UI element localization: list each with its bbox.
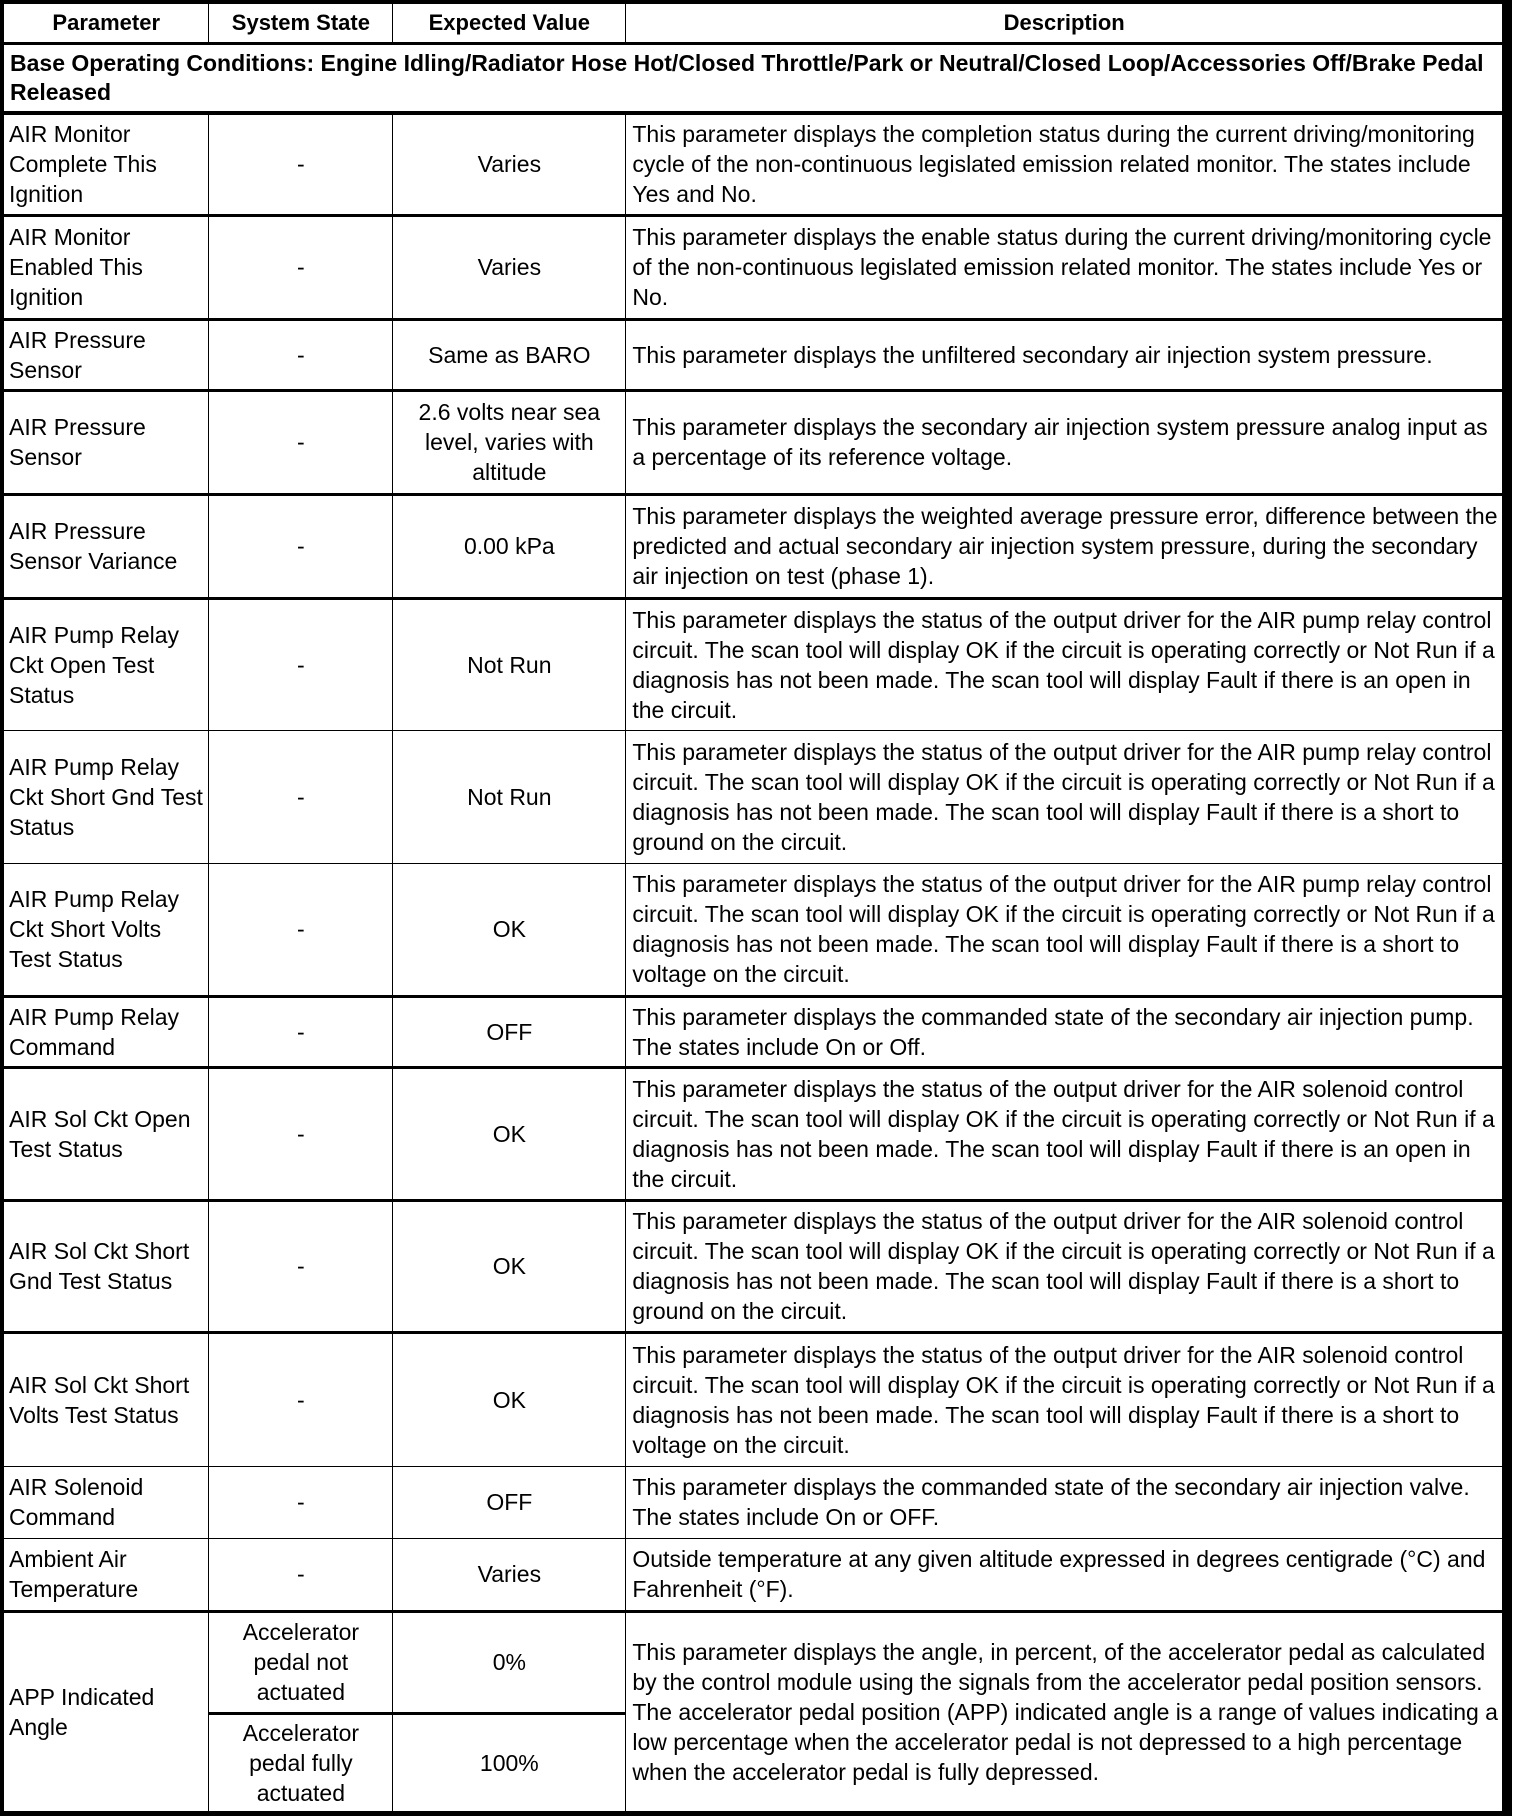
expected-value-cell: Varies — [393, 215, 626, 319]
system-state-cell: - — [209, 113, 393, 215]
system-state-cell: - — [209, 730, 393, 863]
parameter-cell: AIR Pump Relay Ckt Short Volts Test Status — [2, 863, 209, 996]
parameter-cell: AIR Pump Relay Command — [2, 996, 209, 1067]
description-cell: This parameter displays the commanded state of the secondary air injection valve. The states include On or OFF. — [626, 1466, 1507, 1538]
expected-value-cell: Varies — [393, 1538, 626, 1611]
description-cell: This parameter displays the completion status during the current driving/monitoring cycle of the non-continuous legislated emission related monitor. The states include Yes and No. — [626, 113, 1507, 215]
table-row — [2, 319, 1507, 390]
description-cell: This parameter displays the status of the output driver for the AIR solenoid control circuit. The scan tool will display OK if the circuit is operating correctly or Not Run if a diagnosis has not been made. The scan tool will display Fault if there is a short to ground on the circuit. — [626, 1200, 1507, 1332]
header-system-state: System State — [209, 2, 393, 44]
header-parameter: Parameter — [2, 2, 209, 44]
table-row — [2, 1538, 1507, 1611]
system-state-cell: - — [209, 863, 393, 996]
parameter-cell: AIR Pressure Sensor — [2, 319, 209, 390]
system-state-cell: - — [209, 390, 393, 494]
parameter-cell: AIR Monitor Enabled This Ignition — [2, 215, 209, 319]
description-cell: Outside temperature at any given altitude expressed in degrees centigrade (°C) and Fahrenheit (°F). — [626, 1538, 1507, 1611]
parameter-cell: Ambient Air Temperature — [2, 1538, 209, 1611]
header-description: Description — [626, 2, 1507, 44]
expected-value-cell: OK — [393, 863, 626, 996]
expected-value-cell: 0% — [393, 1611, 626, 1713]
system-state-cell: Accelerator pedal fully actuated — [209, 1713, 393, 1813]
expected-value-cell: OFF — [393, 1466, 626, 1538]
system-state-cell: - — [209, 1466, 393, 1538]
description-cell: This parameter displays the angle, in percent, of the accelerator pedal as calculated by the control module using the signals from the accelerator pedal position sensors. The accelerator pedal position (APP) indicated angle is a range of values indicating a low percentage when the accelerator pedal is not depressed to a high percentage when the accelerator pedal is fully depressed. — [626, 1611, 1507, 1813]
parameter-cell: AIR Pump Relay Ckt Open Test Status — [2, 598, 209, 730]
description-cell: This parameter displays the unfiltered secondary air injection system pressure. — [626, 319, 1507, 390]
table-row — [2, 996, 1507, 1067]
table-row — [2, 598, 1507, 730]
table-row — [2, 863, 1507, 996]
expected-value-cell: OK — [393, 1200, 626, 1332]
table-row — [2, 1067, 1507, 1200]
description-cell: This parameter displays the commanded state of the secondary air injection pump. The states include On or Off. — [626, 996, 1507, 1067]
parameter-cell: AIR Sol Ckt Open Test Status — [2, 1067, 209, 1200]
table-row-app-not-actuated — [2, 1611, 1507, 1713]
table-row — [2, 1466, 1507, 1538]
system-state-cell: - — [209, 1538, 393, 1611]
parameter-cell: AIR Pressure Sensor — [2, 390, 209, 494]
expected-value-cell: OFF — [393, 996, 626, 1067]
table-row — [2, 1200, 1507, 1332]
expected-value-cell: 2.6 volts near sea level, varies with altitude — [393, 390, 626, 494]
parameter-cell: AIR Sol Ckt Short Gnd Test Status — [2, 1200, 209, 1332]
expected-value-cell: OK — [393, 1332, 626, 1466]
table-row — [2, 1332, 1507, 1466]
table-row — [2, 215, 1507, 319]
system-state-cell: - — [209, 1200, 393, 1332]
system-state-cell: - — [209, 494, 393, 598]
table-row — [2, 494, 1507, 598]
expected-value-cell: 100% — [393, 1713, 626, 1813]
system-state-cell: - — [209, 215, 393, 319]
parameter-cell: AIR Solenoid Command — [2, 1466, 209, 1538]
expected-value-cell: Varies — [393, 113, 626, 215]
system-state-cell: - — [209, 319, 393, 390]
header-expected-value: Expected Value — [393, 2, 626, 44]
system-state-cell: - — [209, 598, 393, 730]
system-state-cell: Accelerator pedal not actuated — [209, 1611, 393, 1713]
parameter-cell: AIR Pump Relay Ckt Short Gnd Test Status — [2, 730, 209, 863]
description-cell: This parameter displays the enable status during the current driving/monitoring cycle of the non-continuous legislated emission related monitor. The states include Yes or No. — [626, 215, 1507, 319]
description-cell: This parameter displays the status of the output driver for the AIR solenoid control circuit. The scan tool will display OK if the circuit is operating correctly or Not Run if a diagnosis has not been made. The scan tool will display Fault if there is an open in the circuit. — [626, 1067, 1507, 1200]
parameter-cell: AIR Monitor Complete This Ignition — [2, 113, 209, 215]
expected-value-cell: Not Run — [393, 598, 626, 730]
parameter-cell: APP Indicated Angle — [2, 1611, 209, 1813]
system-state-cell: - — [209, 1332, 393, 1466]
parameter-cell: AIR Sol Ckt Short Volts Test Status — [2, 1332, 209, 1466]
description-cell: This parameter displays the status of the output driver for the AIR solenoid control circuit. The scan tool will display OK if the circuit is operating correctly or Not Run if a diagnosis has not been made. The scan tool will display Fault if there is a short to voltage on the circuit. — [626, 1332, 1507, 1466]
expected-value-cell: Not Run — [393, 730, 626, 863]
expected-value-cell: OK — [393, 1067, 626, 1200]
table-row — [2, 390, 1507, 494]
header-row — [2, 2, 1507, 44]
table-row — [2, 730, 1507, 863]
parameter-cell: AIR Pressure Sensor Variance — [2, 494, 209, 598]
description-cell: This parameter displays the secondary air injection system pressure analog input as a percentage of its reference voltage. — [626, 390, 1507, 494]
table-row — [2, 113, 1507, 215]
conditions-row — [2, 44, 1507, 114]
system-state-cell: - — [209, 1067, 393, 1200]
base-operating-conditions: Base Operating Conditions: Engine Idling/Radiator Hose Hot/Closed Throttle/Park or Neutral/Closed Loop/Accessories Off/Brake Pedal Released — [2, 44, 1507, 114]
system-state-cell: - — [209, 996, 393, 1067]
description-cell: This parameter displays the weighted average pressure error, difference between the predicted and actual secondary air injection system pressure, during the secondary air injection on test (phase 1). — [626, 494, 1507, 598]
description-cell: This parameter displays the status of the output driver for the AIR pump relay control circuit. The scan tool will display OK if the circuit is operating correctly or Not Run if a diagnosis has not been made. The scan tool will display Fault if there is a short to ground on the circuit. — [626, 730, 1507, 863]
expected-value-cell: Same as BARO — [393, 319, 626, 390]
description-cell: This parameter displays the status of the output driver for the AIR pump relay control circuit. The scan tool will display OK if the circuit is operating correctly or Not Run if a diagnosis has not been made. The scan tool will display Fault if there is a short to voltage on the circuit. — [626, 863, 1507, 996]
description-cell: This parameter displays the status of the output driver for the AIR pump relay control circuit. The scan tool will display OK if the circuit is operating correctly or Not Run if a diagnosis has not been made. The scan tool will display Fault if there is an open in the circuit. — [626, 598, 1507, 730]
expected-value-cell: 0.00 kPa — [393, 494, 626, 598]
